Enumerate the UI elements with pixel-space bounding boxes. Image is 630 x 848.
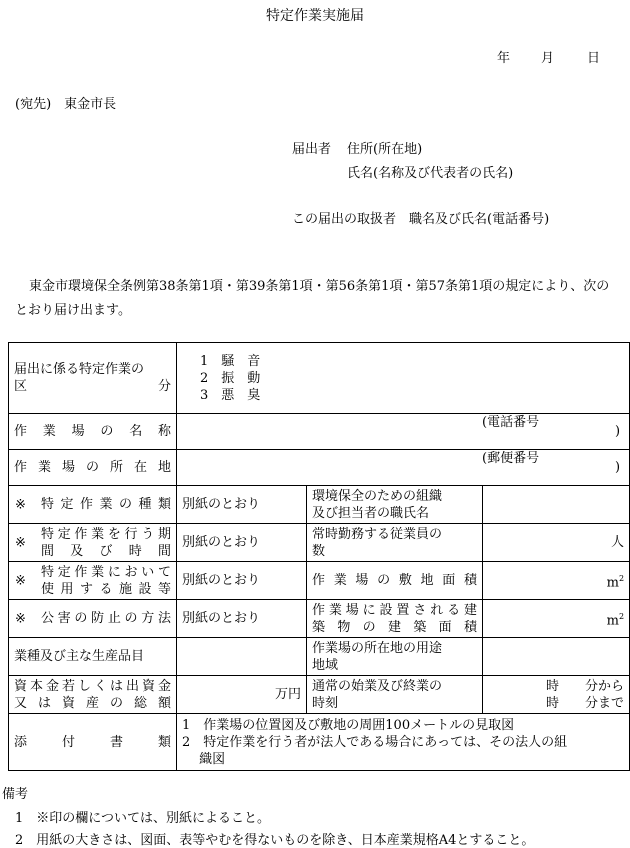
category-vibration: 2 振 動 xyxy=(200,370,261,386)
hours-label-line2: 時刻 xyxy=(312,695,339,711)
attachments-label-cell xyxy=(9,714,177,771)
period-value: 別紙のとおり xyxy=(177,524,307,562)
table-row xyxy=(9,676,630,714)
attachment-item: 2 特定作業を行う者が法人である場合にあっては、その法人の組 xyxy=(182,734,568,750)
submitter-label: 届出者 xyxy=(292,142,332,157)
period-label-line1: 特定作業を行う期 xyxy=(41,526,171,542)
handler-line: この届出の取扱者 職名及び氏名(電話番号) xyxy=(292,212,550,227)
area-unit: m xyxy=(606,575,619,591)
facility-value: 別紙のとおり xyxy=(177,562,307,600)
attachment-item: 1 作業場の位置図及び敷地の周囲100メートルの見取図 xyxy=(182,717,515,733)
period-label-line2: 間及び時間 xyxy=(41,543,171,559)
hours-input-cell[interactable] xyxy=(483,676,630,714)
table-row xyxy=(9,343,630,414)
area-unit-sup: 2 xyxy=(618,573,625,583)
date-day: 日 xyxy=(587,51,601,66)
industry-label: 業種及び主な生産品目 xyxy=(14,649,145,664)
zone-label-line1: 作業場の所在地の用途 xyxy=(312,640,443,656)
postal-label: (郵便番号 xyxy=(482,451,540,466)
statute-paragraph: 東金市環境保全条例第38条第1項・第39条第1項・第56条第1項・第57条第1項の規定により、次のとおり届け出ます。 xyxy=(15,279,610,318)
category-options-cell[interactable] xyxy=(177,343,630,414)
workplace-name-label-cell xyxy=(9,414,177,450)
submitter-name: 氏名(名称及び代表者の氏名) xyxy=(347,166,514,181)
attachments-list-cell xyxy=(177,714,630,771)
building-label-line1: 作業場に設置される建 xyxy=(312,602,477,618)
phone-label: (電話番号 xyxy=(482,415,540,430)
org-label-line1: 環境保全のための組織 xyxy=(312,488,443,504)
notification-form-table xyxy=(8,342,630,771)
org-input-cell[interactable] xyxy=(483,486,630,524)
table-row xyxy=(9,638,630,676)
asterisk-mark: ※ xyxy=(15,497,26,512)
zone-label-line2: 地域 xyxy=(312,657,339,673)
employees-label-cell xyxy=(307,524,483,562)
area-unit-sup: 2 xyxy=(618,611,625,621)
note-item: 1 ※印の欄については、別紙によること。 xyxy=(15,811,271,826)
phone-close: ) xyxy=(614,424,621,439)
table-row xyxy=(9,524,630,562)
prevention-label-cell xyxy=(9,600,177,638)
hours-label-line1: 通常の始業及び終業の xyxy=(312,678,443,694)
capital-input-cell[interactable] xyxy=(177,676,307,714)
submitter-address: 住所(所在地) xyxy=(347,142,423,157)
zone-label-cell xyxy=(307,638,483,676)
employees-label-line1: 常時勤務する従業員の xyxy=(312,526,443,542)
category-label-ku: 区 xyxy=(14,379,28,394)
facility-label-line1: 特定作業において xyxy=(41,564,171,580)
site-area-label: 作業場の敷地面積 xyxy=(312,573,477,588)
employees-unit: 人 xyxy=(611,535,625,550)
period-label-cell xyxy=(9,524,177,562)
category-label-line1: 届出に係る特定作業の xyxy=(14,362,145,377)
workplace-location-label: 作業場の所在地 xyxy=(14,460,171,475)
table-row xyxy=(9,486,630,524)
employees-label-line2: 数 xyxy=(312,543,326,559)
category-label-cell xyxy=(9,343,177,414)
capital-label-line2: 又は資産の総額 xyxy=(14,695,171,711)
capital-label-line1: 資本金若しくは出資金 xyxy=(14,678,171,694)
attachments-label: 添付書類 xyxy=(14,734,171,750)
work-type-value: 別紙のとおり xyxy=(177,486,307,524)
asterisk-mark: ※ xyxy=(15,535,26,550)
workplace-location-label-cell xyxy=(9,450,177,486)
table-row xyxy=(9,450,630,486)
document-title: 特定作業実施届 xyxy=(266,8,364,24)
date-year: 年 xyxy=(497,51,511,66)
industry-input-cell[interactable] xyxy=(177,638,307,676)
table-row xyxy=(9,414,630,450)
date-month: 月 xyxy=(541,51,555,66)
workplace-location-input-cell[interactable] xyxy=(177,450,630,486)
capital-label-cell xyxy=(9,676,177,714)
org-label-line2: 及び担当者の職氏名 xyxy=(312,505,430,521)
start-time: 時 分から xyxy=(546,678,625,694)
facility-label-line2: 使用する施設等 xyxy=(41,581,171,597)
asterisk-mark: ※ xyxy=(15,611,26,626)
addressee: (宛先) 東金市長 xyxy=(15,97,117,112)
prevention-value: 別紙のとおり xyxy=(177,600,307,638)
category-label-bun: 分 xyxy=(157,379,171,394)
building-label-cell xyxy=(307,600,483,638)
category-odor: 3 悪 臭 xyxy=(200,387,261,403)
note-item: 2 用紙の大きさは、図面、表等やむを得ないものを除き、日本産業規格A4とすること。 xyxy=(15,833,535,848)
hours-label-cell xyxy=(307,676,483,714)
employees-input-cell[interactable] xyxy=(483,524,630,562)
table-row xyxy=(9,600,630,638)
area-unit: m xyxy=(606,613,619,629)
attachment-item: 織図 xyxy=(182,751,226,767)
category-noise: 1 騒 音 xyxy=(200,353,261,369)
asterisk-mark: ※ xyxy=(15,573,26,588)
zone-input-cell[interactable] xyxy=(483,638,630,676)
org-label-cell xyxy=(307,486,483,524)
work-type-label: 特定作業の種類 xyxy=(41,497,171,512)
capital-unit: 万円 xyxy=(274,687,301,702)
facility-label-cell xyxy=(9,562,177,600)
notes-title: 備考 xyxy=(2,787,29,802)
site-area-label-cell xyxy=(307,562,483,600)
table-row xyxy=(9,714,630,771)
prevention-label: 公害の防止の方法 xyxy=(41,611,171,626)
industry-label-cell xyxy=(9,638,177,676)
workplace-name-input-cell[interactable] xyxy=(177,414,630,450)
site-area-input-cell[interactable] xyxy=(483,562,630,600)
work-type-label-cell xyxy=(9,486,177,524)
building-label-line2: 築物の建築面積 xyxy=(312,619,477,635)
table-row xyxy=(9,562,630,600)
workplace-name-label: 作業場の名称 xyxy=(14,424,171,439)
building-area-input-cell[interactable] xyxy=(483,600,630,638)
postal-close: ) xyxy=(614,460,621,475)
end-time: 時 分まで xyxy=(546,695,625,711)
